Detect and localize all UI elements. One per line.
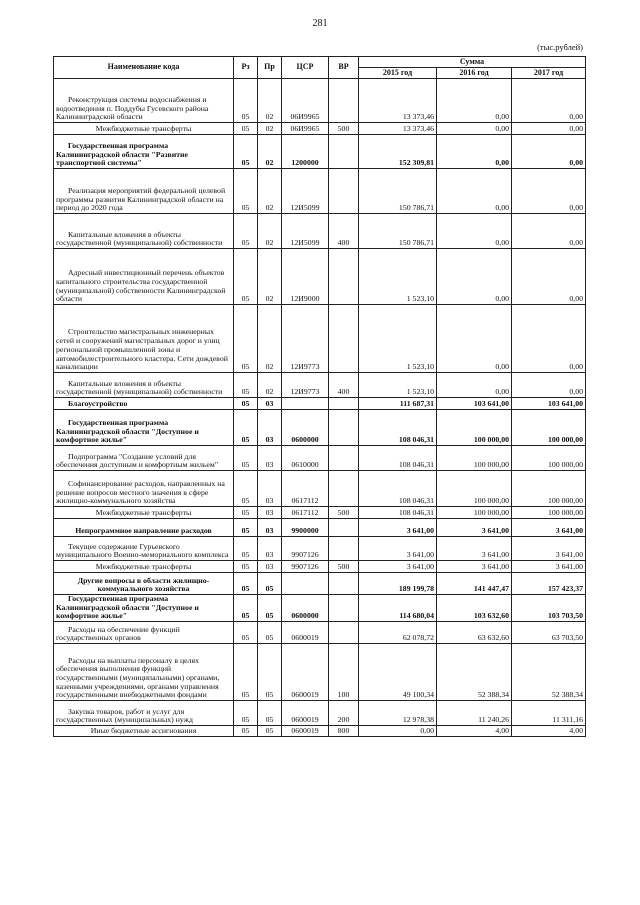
cell-csr: 0610000 (282, 446, 329, 471)
table-row (54, 249, 586, 305)
cell-2017: 157 423,37 (512, 573, 586, 595)
cell-2017: 100 000,00 (512, 446, 586, 471)
cell-name: Межбюджетные трансферты (54, 507, 234, 519)
cell-pr: 05 (258, 573, 282, 595)
cell-2017: 0,00 (512, 135, 586, 169)
cell-2016: 100 000,00 (437, 446, 512, 471)
cell-2017: 0,00 (512, 169, 586, 214)
cell-pr: 05 (258, 644, 282, 701)
cell-pr: 03 (258, 507, 282, 519)
cell-2016: 52 388,34 (437, 644, 512, 701)
cell-pr: 03 (258, 410, 282, 446)
cell-2017: 0,00 (512, 305, 586, 373)
cell-name: Расходы на обеспечение функций государственных органов (54, 622, 234, 644)
cell-2015: 62 078,72 (359, 622, 437, 644)
cell-rz: 05 (234, 398, 258, 410)
cell-csr: 0600000 (282, 595, 329, 622)
cell-2017: 4,00 (512, 726, 586, 737)
cell-2015: 13 373,46 (359, 123, 437, 135)
cell-2015: 1 523,10 (359, 373, 437, 398)
cell-2017: 3 641,00 (512, 537, 586, 561)
cell-pr: 02 (258, 373, 282, 398)
cell-pr: 02 (258, 135, 282, 169)
cell-vr: 200 (329, 701, 359, 726)
cell-2015: 3 641,00 (359, 519, 437, 537)
cell-rz: 05 (234, 622, 258, 644)
cell-pr: 05 (258, 726, 282, 737)
cell-2017: 63 703,50 (512, 622, 586, 644)
header-rz: Рз (234, 57, 258, 79)
cell-vr (329, 410, 359, 446)
cell-rz: 05 (234, 373, 258, 398)
units-label: (тыс.рублей) (537, 42, 583, 52)
cell-vr (329, 446, 359, 471)
cell-2016: 11 240,26 (437, 701, 512, 726)
cell-vr (329, 537, 359, 561)
cell-vr (329, 519, 359, 537)
cell-rz: 05 (234, 644, 258, 701)
cell-csr: 06И9965 (282, 123, 329, 135)
cell-2017: 0,00 (512, 373, 586, 398)
cell-vr (329, 595, 359, 622)
cell-rz: 05 (234, 701, 258, 726)
budget-table (53, 56, 586, 737)
table-row (54, 644, 586, 701)
cell-pr: 03 (258, 537, 282, 561)
cell-2017: 0,00 (512, 214, 586, 249)
cell-2015: 1 523,10 (359, 249, 437, 305)
table-row (54, 373, 586, 398)
cell-2017: 3 641,00 (512, 561, 586, 573)
cell-rz: 05 (234, 446, 258, 471)
cell-pr: 02 (258, 169, 282, 214)
cell-2015: 108 046,31 (359, 410, 437, 446)
cell-2017: 52 388,34 (512, 644, 586, 701)
cell-pr: 03 (258, 471, 282, 507)
cell-csr: 0617112 (282, 507, 329, 519)
table-row (54, 622, 586, 644)
header-2017: 2017 год (512, 68, 586, 79)
cell-rz: 05 (234, 169, 258, 214)
cell-2016: 100 000,00 (437, 471, 512, 507)
cell-csr: 06И9965 (282, 79, 329, 123)
table-row (54, 519, 586, 537)
cell-2016: 0,00 (437, 123, 512, 135)
cell-2015: 189 199,78 (359, 573, 437, 595)
cell-rz: 05 (234, 537, 258, 561)
cell-vr: 400 (329, 214, 359, 249)
cell-csr: 12И9000 (282, 249, 329, 305)
cell-name: Реконструкция системы водоснабжения и водоотведения п. Поддубы Гусевского района Калининградской области (54, 79, 234, 123)
table-row (54, 561, 586, 573)
cell-pr: 05 (258, 701, 282, 726)
table-row (54, 169, 586, 214)
cell-name: Благоустройство (54, 398, 234, 410)
cell-name: Государственная программа Калининградской области "Доступное и комфортное жилье" (54, 410, 234, 446)
cell-vr: 800 (329, 726, 359, 737)
cell-name: Расходы на выплаты персоналу в целях обеспечения выполнения функций государственными (муниципальными) органами, казенными учреждениями, органами управления государственными внебюджетными фондами (54, 644, 234, 701)
table-row (54, 471, 586, 507)
cell-2017: 0,00 (512, 249, 586, 305)
cell-2017: 100 000,00 (512, 507, 586, 519)
cell-2016: 103 632,60 (437, 595, 512, 622)
cell-rz: 05 (234, 305, 258, 373)
cell-2016: 0,00 (437, 373, 512, 398)
cell-rz: 05 (234, 519, 258, 537)
cell-name: Закупка товаров, работ и услуг для государственных (муниципальных) нужд (54, 701, 234, 726)
cell-rz: 05 (234, 79, 258, 123)
cell-vr (329, 135, 359, 169)
cell-csr: 12И9773 (282, 373, 329, 398)
cell-name: Строительство магистральных инженерных сетей и сооружений магистральных дорог и улиц региональной промышленной зоны и автомобилестроительного кластера. Сети дождевой канализации (54, 305, 234, 373)
cell-vr (329, 249, 359, 305)
cell-name: Текущее содержание Гурьевского муниципального Военно-мемориального комплекса (54, 537, 234, 561)
cell-2016: 0,00 (437, 79, 512, 123)
cell-2015: 13 373,46 (359, 79, 437, 123)
cell-2016: 0,00 (437, 169, 512, 214)
cell-2016: 0,00 (437, 305, 512, 373)
table-row (54, 398, 586, 410)
cell-pr: 05 (258, 595, 282, 622)
cell-vr (329, 471, 359, 507)
cell-csr: 9907126 (282, 561, 329, 573)
cell-vr: 500 (329, 123, 359, 135)
cell-rz: 05 (234, 410, 258, 446)
cell-2016: 0,00 (437, 214, 512, 249)
cell-2017: 0,00 (512, 123, 586, 135)
cell-2016: 3 641,00 (437, 519, 512, 537)
cell-pr: 02 (258, 305, 282, 373)
header-2015: 2015 год (359, 68, 437, 79)
page-number: 281 (312, 18, 328, 29)
cell-rz: 05 (234, 471, 258, 507)
cell-rz: 05 (234, 595, 258, 622)
cell-pr: 03 (258, 446, 282, 471)
cell-rz: 05 (234, 135, 258, 169)
cell-2015: 111 687,31 (359, 398, 437, 410)
cell-pr: 02 (258, 123, 282, 135)
cell-csr: 12И9773 (282, 305, 329, 373)
cell-2015: 3 641,00 (359, 537, 437, 561)
cell-vr: 500 (329, 507, 359, 519)
cell-2017: 100 000,00 (512, 471, 586, 507)
cell-2015: 3 641,00 (359, 561, 437, 573)
cell-name: Капитальные вложения в объекты государственной (муниципальной) собственности (54, 214, 234, 249)
cell-rz: 05 (234, 214, 258, 249)
cell-name: Другие вопросы в области жилищно-коммунального хозяйства (54, 573, 234, 595)
table-header (54, 57, 586, 79)
cell-csr: 0600019 (282, 701, 329, 726)
cell-name: Государственная программа Калининградской области "Развитие транспортной системы" (54, 135, 234, 169)
table-row (54, 410, 586, 446)
cell-2017: 103 641,00 (512, 398, 586, 410)
cell-rz: 05 (234, 123, 258, 135)
cell-rz: 05 (234, 573, 258, 595)
header-sum: Сумма (359, 57, 586, 68)
table-row (54, 573, 586, 595)
table-row (54, 701, 586, 726)
cell-2016: 100 000,00 (437, 507, 512, 519)
cell-vr (329, 79, 359, 123)
table-body (54, 79, 586, 737)
cell-2015: 108 046,31 (359, 471, 437, 507)
header-name: Наименование кода (54, 57, 234, 79)
cell-csr (282, 398, 329, 410)
cell-2015: 150 786,71 (359, 169, 437, 214)
cell-vr: 100 (329, 644, 359, 701)
cell-2015: 49 100,34 (359, 644, 437, 701)
cell-2016: 0,00 (437, 249, 512, 305)
table-row (54, 79, 586, 123)
cell-name: Софинансирование расходов, направленных на решение вопросов местного значения в сфере жилищно-коммунального хозяйства (54, 471, 234, 507)
cell-2017: 100 000,00 (512, 410, 586, 446)
cell-2015: 12 978,38 (359, 701, 437, 726)
table-row (54, 595, 586, 622)
cell-vr: 400 (329, 373, 359, 398)
cell-name: Реализация мероприятий федеральной целевой программы развития Калининградской области на период до 2020 года (54, 169, 234, 214)
cell-name: Непрограммное направление расходов (54, 519, 234, 537)
cell-pr: 03 (258, 398, 282, 410)
cell-2015: 108 046,31 (359, 446, 437, 471)
cell-csr: 0600019 (282, 622, 329, 644)
cell-pr: 02 (258, 214, 282, 249)
cell-2015: 114 680,04 (359, 595, 437, 622)
cell-2015: 0,00 (359, 726, 437, 737)
cell-pr: 03 (258, 519, 282, 537)
header-csr: ЦСР (282, 57, 329, 79)
cell-2015: 150 786,71 (359, 214, 437, 249)
cell-csr: 12И5099 (282, 214, 329, 249)
cell-pr: 03 (258, 561, 282, 573)
cell-rz: 05 (234, 726, 258, 737)
cell-2016: 4,00 (437, 726, 512, 737)
cell-csr: 9907126 (282, 537, 329, 561)
table-row (54, 726, 586, 737)
table-row (54, 537, 586, 561)
cell-vr (329, 398, 359, 410)
cell-pr: 05 (258, 622, 282, 644)
cell-csr: 1200000 (282, 135, 329, 169)
table-row (54, 123, 586, 135)
cell-vr (329, 622, 359, 644)
cell-2017: 11 311,16 (512, 701, 586, 726)
cell-csr: 12И5099 (282, 169, 329, 214)
cell-csr (282, 573, 329, 595)
cell-2016: 63 632,60 (437, 622, 512, 644)
cell-csr: 0600019 (282, 644, 329, 701)
cell-2017: 0,00 (512, 79, 586, 123)
cell-name: Межбюджетные трансферты (54, 123, 234, 135)
cell-name: Государственная программа Калининградской области "Доступное и комфортное жилье" (54, 595, 234, 622)
cell-name: Адресный инвестиционный перечень объектов капитального строительства государственной (муниципальной) собственности Калининградской области (54, 249, 234, 305)
cell-vr (329, 305, 359, 373)
cell-rz: 05 (234, 507, 258, 519)
cell-pr: 02 (258, 249, 282, 305)
cell-2016: 141 447,47 (437, 573, 512, 595)
cell-pr: 02 (258, 79, 282, 123)
cell-vr (329, 169, 359, 214)
cell-2016: 100 000,00 (437, 410, 512, 446)
table-row (54, 135, 586, 169)
table-row (54, 214, 586, 249)
header-vr: ВР (329, 57, 359, 79)
cell-2015: 152 309,81 (359, 135, 437, 169)
header-pr: Пр (258, 57, 282, 79)
cell-name: Подпрограмма "Создание условий для обеспечения доступным и комфортным жильем" (54, 446, 234, 471)
cell-2017: 103 703,50 (512, 595, 586, 622)
cell-rz: 05 (234, 561, 258, 573)
cell-csr: 9900000 (282, 519, 329, 537)
header-2016: 2016 год (437, 68, 512, 79)
cell-2015: 108 046,31 (359, 507, 437, 519)
cell-csr: 0617112 (282, 471, 329, 507)
cell-csr: 0600019 (282, 726, 329, 737)
cell-csr: 0600000 (282, 410, 329, 446)
cell-vr: 500 (329, 561, 359, 573)
cell-name: Капитальные вложения в объекты государственной (муниципальной) собственности (54, 373, 234, 398)
cell-2016: 3 641,00 (437, 561, 512, 573)
cell-vr (329, 573, 359, 595)
cell-2017: 3 641,00 (512, 519, 586, 537)
cell-2016: 103 641,00 (437, 398, 512, 410)
table-row (54, 305, 586, 373)
cell-rz: 05 (234, 249, 258, 305)
cell-name: Межбюджетные трансферты (54, 561, 234, 573)
cell-2016: 0,00 (437, 135, 512, 169)
cell-name: Иные бюджетные ассигнования (54, 726, 234, 737)
cell-2015: 1 523,10 (359, 305, 437, 373)
table-row (54, 507, 586, 519)
table-row (54, 446, 586, 471)
cell-2016: 3 641,00 (437, 537, 512, 561)
